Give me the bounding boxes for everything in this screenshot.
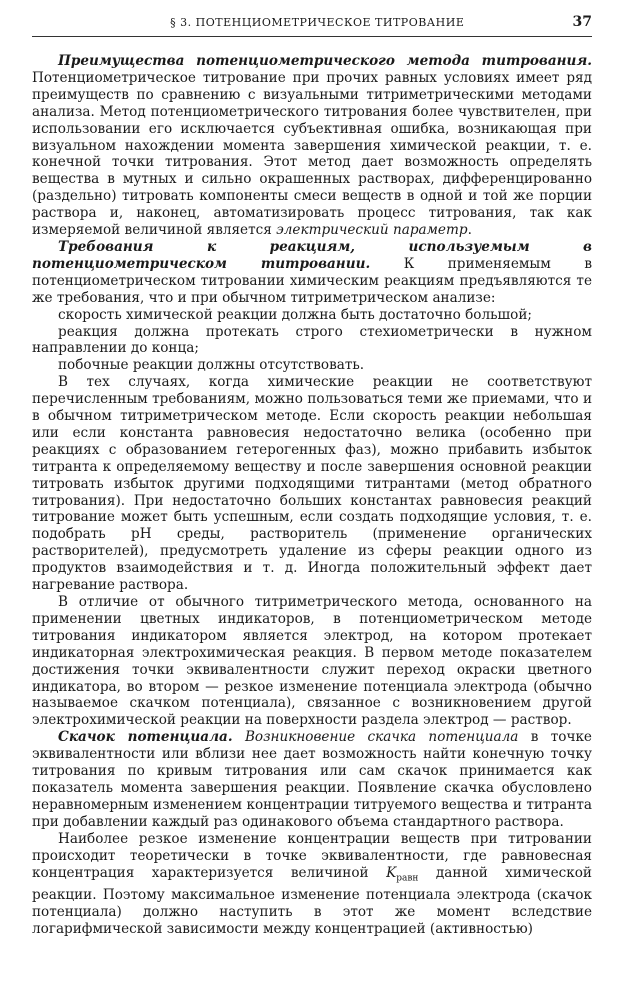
equilibrium-constant-symbol: K: [386, 864, 397, 881]
paragraph-concentration-change: [32, 831, 592, 938]
paragraph-text: в точке эквивалентности или вблизи нее дает возможность найти конечную точку титрования по кривым титрования или сам скачок принимается как показатель момента завершения реакции. Появление скачка обусловлено неравномерным изменением концентрации титруемого вещества и титранта при добавлении каждый раз одинакового объема стандартного раствора.: [32, 729, 592, 830]
running-header: [32, 14, 592, 37]
section-title: § 3. ПОТЕНЦИОМЕТРИЧЕСКОЕ ТИТРОВАНИЕ: [170, 16, 465, 29]
run-in-heading: Требования к реакциям, используемым в потенциометрическом титровании.: [32, 238, 592, 272]
italic-term: Возникновение скачка потенциала: [232, 729, 519, 746]
equilibrium-constant-subscript: равн: [396, 873, 419, 884]
page-number: 37: [572, 14, 592, 30]
paragraph-indicator-difference: В отличие от обычного титриметрического метода, основанного на применении цветных индикаторов, в потенциометрическом методе титрования индикатором является электрод, на котором протекает индикаторная электрохимическая реакция. В первом методе показателем достижения точки эквивалентности служит переход окраски цветного индикатора, во втором — резкое изменение потенциала электрода (обычно называемое скачком потенциала), связанное с возникновением другой электрохимической реакции на поверхности раздела электрод — раствор.: [32, 594, 592, 729]
paragraph-potential-jump: [32, 729, 592, 830]
paragraph-text: Наиболее резкое изменение концентрации веществ при титровании происходит теоретически в точке эквивалентности, где равновесная концентрация характеризуется величиной: [32, 830, 592, 881]
paragraph-text: .: [467, 222, 472, 239]
book-page: [32, 14, 592, 938]
run-in-heading: Скачок потенциала.: [58, 729, 233, 746]
paragraph-requirements: [32, 239, 592, 307]
requirement-item: реакция должна протекать строго стехиометрически в нужном направлении до конца;: [32, 323, 592, 357]
paragraph-text: данной химической реакции. Поэтому максимальное изменение потенциала электрода (скачок потенциала) должно наступить в этот же момент вследствие логарифмической зависимости между концентрацией (активностью): [32, 864, 592, 937]
page-body: [32, 53, 592, 938]
italic-term: электрический параметр: [276, 222, 468, 239]
paragraph-text: К применяемым в потенциометрическом титровании химическим реакциям предъявляются те же требования, что и при обычном титриметрическом анализе:: [32, 255, 592, 306]
paragraph-text: Потенциометрическое титрование при прочих равных условиях имеет ряд преимуществ по сравнению с визуальными титриметрическими методами анализа. Метод потенциометрического титрования более чувствителен, при использовании его исключается субъективная ошибка, возникающая при визуальном нахождении момента завершения химической реакции, т. е. конечной точки титрования. Этот метод дает возможность определять вещества в мутных и сильно окрашенных растворах, дифференцированно (раздельно) титровать компоненты смеси веществ в одной и той же порции раствора и, наконец, автоматизировать процесс титрования, так как измеряемой величиной является: [32, 69, 592, 239]
paragraph-advantages: [32, 53, 592, 239]
run-in-heading: Преимущества потенциометрического метода титрования.: [58, 53, 592, 69]
paragraph-workarounds: В тех случаях, когда химические реакции не соответствуют перечисленным требованиям, можно пользоваться теми же приемами, что и в обычном титриметрическом методе. Если скорость реакции небольшая или если константа равновесия недостаточно велика (особенно при реакциях с образованием гетерогенных фаз), можно прибавить избыток титранта к определяемому веществу и после завершения основной реакции титровать избыток другими подходящими титрантами (метод обратного титрования). При недостаточно больших константах равновесия реакций титрование может быть успешным, если создать подходящие условия, т. е. подобрать pH среды, растворитель (применение органических растворителей), предусмотреть удаление из сферы реакции одного из продуктов взаимодействия и т. д. Иногда положительный эффект дает нагревание раствора.: [32, 374, 592, 594]
requirement-item: скорость химической реакции должна быть достаточно большой;: [58, 306, 532, 323]
requirement-item: побочные реакции должны отсутствовать.: [58, 357, 365, 374]
